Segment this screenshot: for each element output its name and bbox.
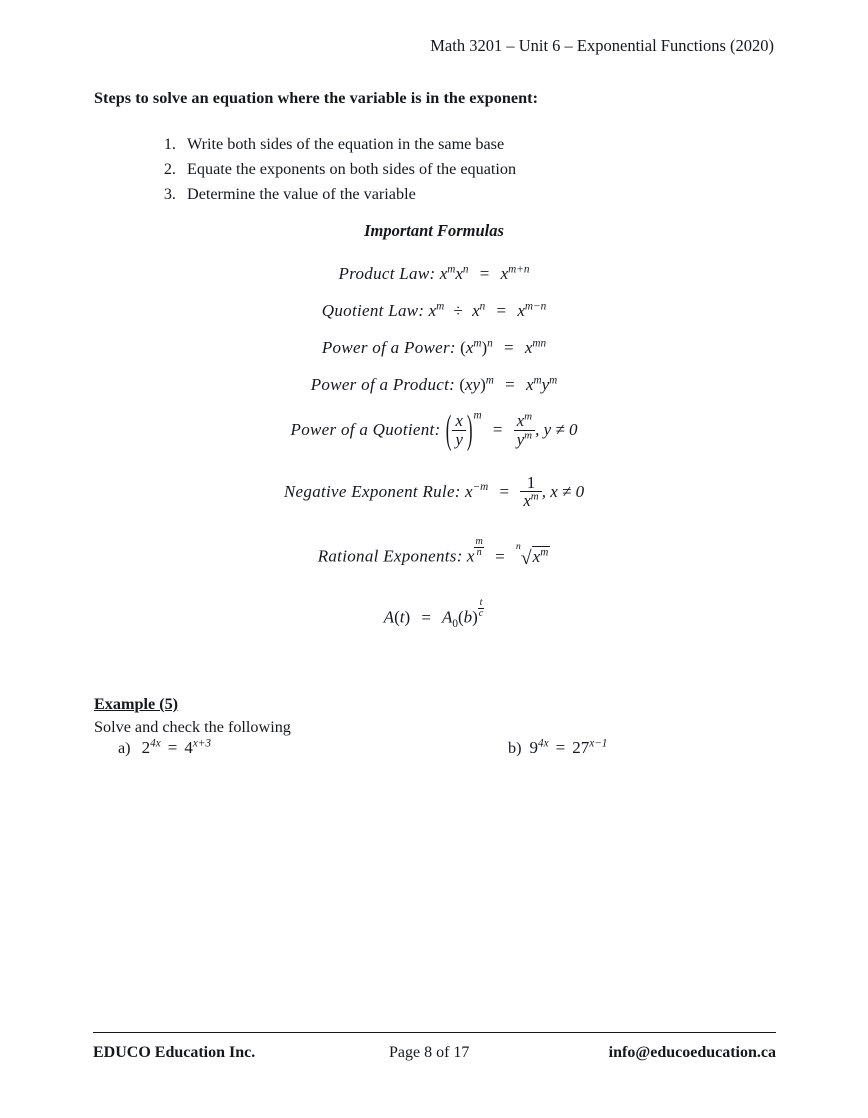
- formula-term: x: [466, 546, 475, 566]
- formula-term: x: [428, 301, 437, 320]
- formula-rational-exponents: [0, 537, 868, 568]
- formula-block-title: Important Formulas: [364, 221, 504, 240]
- formula-condition: , x ≠ 0: [541, 481, 585, 501]
- equals-sign: =: [167, 738, 178, 757]
- equals-sign: =: [492, 419, 503, 439]
- item-equation: [526, 738, 608, 757]
- footer-company: EDUCO Education Inc.: [93, 1044, 256, 1061]
- formula-condition: , y ≠ 0: [535, 419, 578, 439]
- example-item-b: [508, 738, 607, 758]
- formula-exponent: m: [436, 300, 445, 313]
- formula-exponent: n: [487, 337, 493, 350]
- formula-term: 4: [184, 738, 193, 757]
- radical-sign-icon: √: [520, 548, 532, 570]
- formula-term: x: [455, 264, 463, 283]
- paren-open: (: [445, 406, 452, 452]
- footer-email[interactable]: info@educoeducation.ca: [608, 1044, 776, 1061]
- formula-term: y: [541, 375, 550, 394]
- paren-close: ): [480, 375, 486, 394]
- formula-term: 2: [141, 738, 151, 757]
- exponent-fraction-m-over-n: [474, 537, 483, 559]
- equals-sign: =: [555, 738, 566, 757]
- fraction-denominator: [514, 430, 535, 448]
- fraction-denominator: y: [452, 430, 465, 448]
- formula-term: 27: [572, 738, 590, 757]
- formula-exponent: x−1: [589, 737, 608, 750]
- formula-label: Quotient Law:: [321, 301, 425, 320]
- formula-term: x: [465, 338, 474, 357]
- formula-term: t: [399, 607, 405, 627]
- formula-term: x: [500, 264, 509, 283]
- example-item-a: [118, 738, 211, 758]
- formula-term: x: [517, 301, 525, 320]
- formula-term: x: [532, 547, 541, 567]
- equals-sign: =: [421, 607, 431, 627]
- page-footer: [93, 1044, 776, 1068]
- formula-exponent: m: [473, 409, 482, 422]
- formula-exponent: mn: [532, 337, 547, 350]
- paren-open: (: [457, 607, 464, 627]
- formula-term: 9: [529, 738, 539, 757]
- equals-sign: =: [495, 546, 505, 566]
- footer-divider: [93, 1032, 776, 1033]
- paren-open: (: [394, 607, 400, 627]
- fraction-numerator: m: [475, 535, 483, 547]
- formula-term: x: [523, 491, 531, 511]
- formula-exponent: 4x: [150, 737, 161, 750]
- formula-exponent: m: [447, 263, 456, 276]
- paren-open: (: [459, 375, 465, 394]
- fraction-numerator: [514, 412, 535, 429]
- formula-exponent: m+n: [508, 263, 530, 276]
- footer-page-number: Page 8 of 17: [389, 1044, 470, 1061]
- formula-label: Negative Exponent Rule:: [283, 481, 461, 501]
- formula-exponent: m: [549, 374, 558, 387]
- formula-label: Power of a Quotient:: [290, 419, 441, 439]
- formula-power-of-quotient: [0, 406, 868, 452]
- paren-close: ): [404, 607, 411, 627]
- paren-close: ): [472, 607, 478, 627]
- steps-list: [152, 132, 516, 206]
- formula-term: x: [439, 264, 448, 283]
- formula-term: x: [472, 301, 480, 320]
- formula-label: Power of a Product:: [310, 375, 456, 394]
- formula-term: b: [463, 607, 473, 627]
- fraction-denominator: [520, 491, 541, 509]
- formula-product-law: [0, 265, 868, 282]
- example-instruction: Solve and check the following: [94, 718, 291, 736]
- formula-exponent: 4x: [538, 737, 549, 750]
- fraction-numerator: 1: [526, 472, 536, 492]
- formula-exponent: n: [462, 263, 469, 276]
- formula-term: x: [524, 338, 533, 357]
- formula-exponent: m−n: [524, 300, 547, 313]
- radical-index: n: [515, 541, 521, 553]
- formula-exponent: n: [479, 300, 486, 313]
- formula-power-of-power: [0, 339, 868, 356]
- fraction-denominator: c: [478, 608, 484, 620]
- paren-close: ): [481, 338, 488, 357]
- formula-term: A: [383, 607, 395, 627]
- fraction-denominator: n: [474, 547, 483, 558]
- formula-negative-exponent: [0, 472, 868, 511]
- list-item: 1. Write both sides of the equation in the same base: [180, 132, 516, 157]
- equals-sign: =: [504, 338, 514, 357]
- formula-exponent: x+3: [192, 737, 211, 750]
- formula-term: y: [516, 429, 525, 449]
- formula-exponent: m: [473, 337, 482, 350]
- formula-exponent: m: [524, 410, 533, 423]
- divide-sign: ÷: [453, 301, 463, 320]
- formula-exponent: m: [540, 546, 549, 559]
- list-item: 2. Equate the exponents on both sides of the equation: [180, 157, 516, 182]
- equals-sign: =: [499, 481, 510, 501]
- formula-exponent: m: [533, 374, 542, 387]
- formula-label: Power of a Power:: [321, 338, 456, 357]
- equals-sign: =: [505, 375, 515, 394]
- formula-subscript: 0: [452, 618, 458, 631]
- formula-exponent: −m: [472, 481, 489, 494]
- formula-power-of-product: [0, 376, 868, 393]
- item-equation: [135, 738, 211, 757]
- formula-growth-model: [0, 597, 868, 631]
- item-marker: a): [118, 739, 131, 757]
- equals-sign: =: [496, 301, 507, 320]
- fraction-x-over-y: [452, 412, 465, 448]
- item-marker: b): [508, 739, 522, 757]
- paren-open: (: [460, 338, 466, 357]
- formula-label: Product Law:: [338, 264, 436, 283]
- formula-term: xy: [465, 375, 481, 394]
- formula-label: Rational Exponents:: [317, 546, 463, 566]
- exponent-fraction-t-over-c: [478, 598, 485, 620]
- page-header: [93, 36, 774, 57]
- intro-heading: Steps to solve an equation where the variable is in the exponent:: [94, 89, 539, 107]
- example-heading: Example (5): [94, 695, 179, 713]
- fraction-numerator: x: [455, 411, 463, 431]
- formula-exponent: m: [530, 490, 539, 503]
- fraction-xm-over-ym: [514, 412, 535, 448]
- formula-term: x: [525, 375, 534, 394]
- header-title: Math 3201 – Unit 6 – Exponential Functions (2020): [430, 36, 774, 55]
- list-item: 3. Determine the value of the variable: [180, 182, 516, 207]
- formula-term: A: [441, 607, 453, 627]
- equals-sign: =: [479, 264, 490, 283]
- formula-term: x: [516, 411, 525, 431]
- fraction-one-over-xm: [520, 474, 541, 510]
- fraction-numerator: t: [479, 597, 483, 609]
- paren-close: ): [466, 406, 473, 452]
- radicand: [532, 546, 551, 565]
- formula-quotient-law: [0, 302, 868, 319]
- formula-exponent: m: [524, 428, 533, 441]
- formula-block: [0, 221, 868, 646]
- radical-nth-root: [515, 541, 550, 570]
- formula-exponent: m: [485, 374, 494, 387]
- formula-term: x: [465, 481, 473, 501]
